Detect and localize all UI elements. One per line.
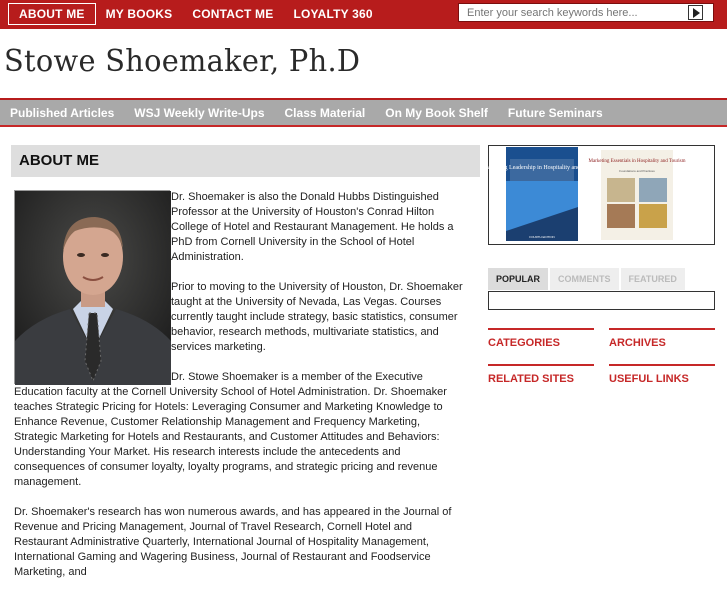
sidebar-archives[interactable] [609,328,715,349]
categories-link[interactable]: CATEGORIES [488,337,560,349]
tab-comments[interactable]: COMMENTS [550,268,619,290]
bio-paragraph-4: Dr. Shoemaker's research has won numerous awards, and has appeared in the Journal of Revenue and Pricing Management, Journal of Travel Research, Cornell Hotel and Restaurant Administrative Quarterly, International Journal of Hospitality Management, International Gaming and Wagering Business, Journal of Restaurant and Foodservice Marketing, and [14,506,452,578]
page-title-bar [11,145,480,177]
related-sites-link[interactable]: RELATED SITES [488,373,574,385]
top-nav-my-books[interactable]: MY BOOKS [105,7,173,21]
about-content [14,190,466,595]
tab-featured[interactable]: FEATURED [621,268,685,290]
top-nav-loyalty-360[interactable]: LOYALTY 360 [293,7,373,21]
book-cover-marketing-leadership[interactable] [482,147,602,241]
sidebar-tabs [488,268,685,290]
book-cover-marketing-essentials[interactable] [588,150,686,240]
section-nav-book-shelf[interactable]: On My Book Shelf [385,105,488,120]
bio-paragraph-2: Prior to moving to the University of Houston, Dr. Shoemaker taught at the University of Nevada, Las Vegas. Courses currently taught include strategy, basic statistics, consumer behavior, research methods, multivariate statistics, and services marketing. [171,281,463,353]
bio-paragraph-3: Dr. Stowe Shoemaker is a member of the Executive Education faculty at the Cornell University School of Hotel Administration. Dr. Shoemaker teaches Strategic Pricing for Hotels: Leveraging Consumer and Marketing Knowledge to Enhance Revenue, Customer Relationship Management and Frequency Marketing, Strategic Marketing for Hotels and Restaurants, and Customer Attitudes and Behaviors: Understanding Your Market. His research interests include the antecedents and consequences of consumer loyalty, loyalty programs, and strategic pricing and revenue management. [14,371,447,488]
section-nav [0,100,727,127]
bio-paragraph-1: Dr. Shoemaker is also the Donald Hubbs Distinguished Professor at the University of Houston's Conrad Hilton College of Hotel and Restaurant Management. He holds a PhD from Cornell University in the School of Hotel Administration. [171,191,454,263]
page-title: ABOUT ME [19,152,99,169]
book-1-edition: FOURTH EDITION [529,235,555,239]
site-logo[interactable]: Stowe Shoemaker, Ph.D [4,44,361,79]
book-2-subtitle: Foundations and Practices [619,169,655,173]
search-submit-arrow-icon[interactable] [688,5,703,20]
top-nav-contact-me[interactable]: CONTACT ME [192,7,274,21]
tab-panel [488,291,715,310]
search-box [458,3,714,22]
sidebar-categories[interactable] [488,328,594,349]
section-nav-future-seminars[interactable]: Future Seminars [507,105,603,120]
top-bar [0,0,727,29]
top-nav-about-me[interactable]: ABOUT ME [8,3,96,25]
section-nav-wsj-weekly[interactable]: WSJ Weekly Write-Ups [134,105,265,120]
tab-popular[interactable]: POPULAR [488,268,548,290]
useful-links-link[interactable]: USEFUL LINKS [609,373,689,385]
archives-link[interactable]: ARCHIVES [609,337,666,349]
book-1-title: Marketing Leadership in Hospitality and Tourism [482,165,602,171]
section-nav-class-material[interactable]: Class Material [284,105,366,120]
book-cover-2-art [588,150,686,240]
sidebar-related-sites[interactable] [488,364,594,385]
book-2-title: Marketing Essentials in Hospitality and Tourism [588,159,686,164]
sidebar-useful-links[interactable] [609,364,715,385]
book-cover-1-art [482,147,602,241]
top-nav [8,3,383,25]
search-input[interactable] [459,4,685,21]
section-nav-published-articles[interactable]: Published Articles [10,105,115,120]
